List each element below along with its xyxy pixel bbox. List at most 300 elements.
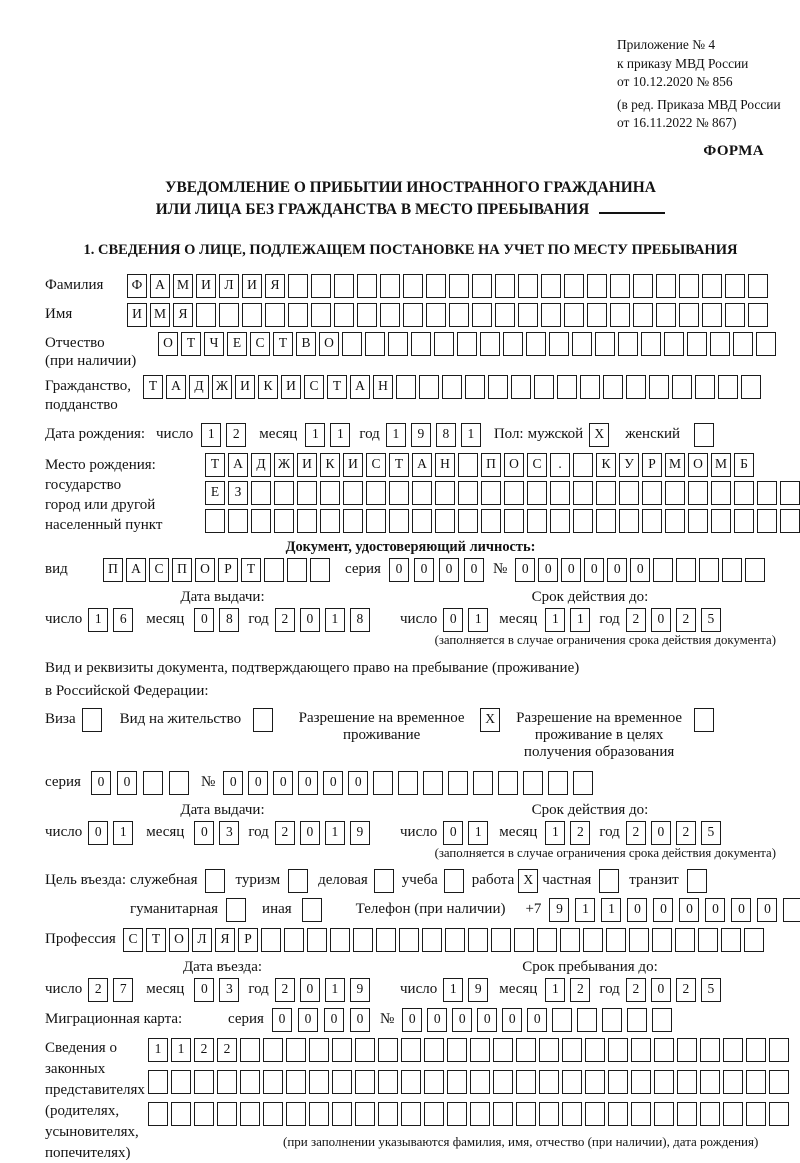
char-cell[interactable] [422,928,442,952]
char-cell[interactable] [458,481,478,505]
char-cell[interactable]: 7 [113,978,133,1002]
char-cell[interactable] [465,375,485,399]
char-cell[interactable]: 0 [273,771,293,795]
char-cell[interactable]: 1 [325,821,345,845]
char-cell[interactable]: 2 [626,821,646,845]
char-cell[interactable] [745,558,765,582]
char-cell[interactable] [401,1102,421,1126]
char-cell[interactable] [783,898,800,922]
char-cell[interactable]: 0 [653,898,673,922]
char-cell[interactable] [721,928,741,952]
char-cell[interactable] [549,332,569,356]
char-cell[interactable]: Р [218,558,238,582]
char-cell[interactable]: Л [219,274,239,298]
char-cell[interactable] [665,481,685,505]
char-cell[interactable] [194,1070,214,1094]
char-cell[interactable] [240,1038,260,1062]
char-cell[interactable]: 1 [443,978,463,1002]
char-cell[interactable]: 1 [545,821,565,845]
char-cell[interactable]: 0 [324,1008,344,1032]
char-cell[interactable] [527,481,547,505]
char-cell[interactable] [627,1008,647,1032]
char-cell[interactable]: М [150,303,170,327]
char-cell[interactable]: 0 [731,898,751,922]
char-cell[interactable] [449,274,469,298]
char-cell[interactable] [688,509,708,533]
char-cell[interactable]: Я [215,928,235,952]
char-cell[interactable] [309,1070,329,1094]
char-cell[interactable] [518,274,538,298]
char-cell[interactable]: Р [238,928,258,952]
char-cell[interactable] [541,303,561,327]
char-cell[interactable] [725,303,745,327]
char-cell[interactable]: 0 [627,898,647,922]
char-cell[interactable] [398,771,418,795]
char-cell[interactable] [435,481,455,505]
char-cell[interactable]: 1 [570,608,590,632]
char-cell[interactable] [687,332,707,356]
char-cell[interactable] [675,928,695,952]
char-cell[interactable] [652,1008,672,1032]
char-cell[interactable] [357,303,377,327]
char-cell[interactable] [756,332,776,356]
purpose-study-checkbox[interactable] [444,869,464,893]
char-cell[interactable] [457,332,477,356]
char-cell[interactable]: 9 [468,978,488,1002]
char-cell[interactable]: 0 [298,1008,318,1032]
char-cell[interactable]: А [350,375,370,399]
char-cell[interactable]: К [258,375,278,399]
char-cell[interactable] [564,274,584,298]
char-cell[interactable]: 0 [223,771,243,795]
char-cell[interactable] [412,481,432,505]
char-cell[interactable]: И [297,453,317,477]
char-cell[interactable]: Р [642,453,662,477]
char-cell[interactable]: Т [205,453,225,477]
char-cell[interactable] [619,509,639,533]
char-cell[interactable] [665,509,685,533]
char-cell[interactable]: 2 [676,608,696,632]
char-cell[interactable] [468,928,488,952]
char-cell[interactable]: С [366,453,386,477]
char-cell[interactable] [403,274,423,298]
char-cell[interactable] [539,1102,559,1126]
char-cell[interactable]: Н [435,453,455,477]
char-cell[interactable] [320,481,340,505]
char-cell[interactable]: Л [192,928,212,952]
char-cell[interactable] [699,558,719,582]
char-cell[interactable] [642,481,662,505]
char-cell[interactable]: 2 [88,978,108,1002]
char-cell[interactable] [481,509,501,533]
char-cell[interactable]: 8 [436,423,456,447]
char-cell[interactable] [564,303,584,327]
char-cell[interactable] [677,1038,697,1062]
char-cell[interactable] [334,274,354,298]
char-cell[interactable] [493,1038,513,1062]
char-cell[interactable] [472,303,492,327]
char-cell[interactable] [573,509,593,533]
char-cell[interactable] [633,303,653,327]
char-cell[interactable]: 0 [705,898,725,922]
purpose-transit-checkbox[interactable] [687,869,707,893]
char-cell[interactable] [780,481,800,505]
char-cell[interactable] [577,1008,597,1032]
char-cell[interactable] [171,1102,191,1126]
char-cell[interactable]: 0 [194,821,214,845]
char-cell[interactable]: 0 [651,821,671,845]
residence-permit-checkbox[interactable] [253,708,273,732]
char-cell[interactable]: П [172,558,192,582]
char-cell[interactable] [458,509,478,533]
char-cell[interactable]: 1 [461,423,481,447]
char-cell[interactable] [573,481,593,505]
char-cell[interactable] [493,1102,513,1126]
char-cell[interactable]: А [126,558,146,582]
char-cell[interactable] [722,558,742,582]
purpose-official-checkbox[interactable] [205,869,225,893]
char-cell[interactable] [263,1070,283,1094]
char-cell[interactable] [380,303,400,327]
char-cell[interactable] [219,303,239,327]
char-cell[interactable]: Т [181,332,201,356]
char-cell[interactable]: В [296,332,316,356]
char-cell[interactable] [608,1070,628,1094]
char-cell[interactable]: 0 [323,771,343,795]
char-cell[interactable] [537,928,557,952]
char-cell[interactable]: Н [373,375,393,399]
char-cell[interactable]: М [711,453,731,477]
char-cell[interactable]: 2 [275,978,295,1002]
char-cell[interactable] [610,274,630,298]
char-cell[interactable]: М [665,453,685,477]
char-cell[interactable] [649,375,669,399]
char-cell[interactable] [652,928,672,952]
char-cell[interactable] [654,1038,674,1062]
char-cell[interactable] [449,303,469,327]
char-cell[interactable]: 1 [330,423,350,447]
char-cell[interactable] [619,481,639,505]
char-cell[interactable] [769,1038,789,1062]
char-cell[interactable] [629,928,649,952]
char-cell[interactable] [562,1038,582,1062]
char-cell[interactable] [596,509,616,533]
char-cell[interactable]: 0 [91,771,111,795]
char-cell[interactable] [286,1102,306,1126]
char-cell[interactable] [274,509,294,533]
char-cell[interactable] [541,274,561,298]
char-cell[interactable] [309,1102,329,1126]
char-cell[interactable] [654,1070,674,1094]
char-cell[interactable] [424,1102,444,1126]
char-cell[interactable]: И [281,375,301,399]
char-cell[interactable] [470,1102,490,1126]
char-cell[interactable] [447,1038,467,1062]
char-cell[interactable] [606,928,626,952]
char-cell[interactable] [401,1070,421,1094]
char-cell[interactable] [695,375,715,399]
char-cell[interactable]: 0 [584,558,604,582]
char-cell[interactable] [332,1102,352,1126]
char-cell[interactable] [320,509,340,533]
char-cell[interactable]: 0 [443,821,463,845]
char-cell[interactable]: О [319,332,339,356]
char-cell[interactable]: 2 [570,821,590,845]
char-cell[interactable]: Ф [127,274,147,298]
char-cell[interactable] [447,1102,467,1126]
char-cell[interactable] [552,1008,572,1032]
char-cell[interactable]: 5 [701,821,721,845]
char-cell[interactable] [434,332,454,356]
char-cell[interactable] [251,509,271,533]
char-cell[interactable] [389,509,409,533]
char-cell[interactable] [757,481,777,505]
char-cell[interactable]: 2 [570,978,590,1002]
char-cell[interactable] [473,771,493,795]
char-cell[interactable] [656,274,676,298]
char-cell[interactable] [169,771,189,795]
char-cell[interactable]: 1 [386,423,406,447]
char-cell[interactable] [263,1038,283,1062]
char-cell[interactable]: 0 [350,1008,370,1032]
char-cell[interactable] [534,375,554,399]
char-cell[interactable]: Д [189,375,209,399]
char-cell[interactable]: 0 [439,558,459,582]
char-cell[interactable] [435,509,455,533]
char-cell[interactable]: Ч [204,332,224,356]
char-cell[interactable] [516,1102,536,1126]
char-cell[interactable] [573,771,593,795]
char-cell[interactable]: Я [173,303,193,327]
char-cell[interactable] [596,481,616,505]
char-cell[interactable]: 0 [679,898,699,922]
char-cell[interactable] [330,928,350,952]
char-cell[interactable] [396,375,416,399]
char-cell[interactable] [710,332,730,356]
char-cell[interactable] [780,509,800,533]
char-cell[interactable] [263,1102,283,1126]
char-cell[interactable]: 9 [411,423,431,447]
char-cell[interactable] [366,481,386,505]
char-cell[interactable]: 1 [325,978,345,1002]
char-cell[interactable]: 0 [515,558,535,582]
char-cell[interactable] [373,771,393,795]
char-cell[interactable]: Ж [212,375,232,399]
char-cell[interactable] [411,332,431,356]
char-cell[interactable] [378,1102,398,1126]
char-cell[interactable] [311,303,331,327]
char-cell[interactable] [353,928,373,952]
char-cell[interactable] [603,375,623,399]
female-checkbox[interactable] [694,423,714,447]
char-cell[interactable] [355,1102,375,1126]
char-cell[interactable] [539,1038,559,1062]
char-cell[interactable]: . [550,453,570,477]
char-cell[interactable] [264,558,284,582]
char-cell[interactable] [148,1070,168,1094]
char-cell[interactable] [583,928,603,952]
char-cell[interactable]: 1 [305,423,325,447]
char-cell[interactable] [378,1070,398,1094]
char-cell[interactable]: 0 [757,898,777,922]
char-cell[interactable]: 0 [414,558,434,582]
char-cell[interactable] [334,303,354,327]
char-cell[interactable] [539,1070,559,1094]
char-cell[interactable]: Т [241,558,261,582]
char-cell[interactable]: 0 [300,608,320,632]
char-cell[interactable] [217,1102,237,1126]
char-cell[interactable] [284,928,304,952]
purpose-business-checkbox[interactable] [374,869,394,893]
char-cell[interactable] [445,928,465,952]
char-cell[interactable]: 0 [477,1008,497,1032]
char-cell[interactable] [516,1038,536,1062]
char-cell[interactable] [702,274,722,298]
char-cell[interactable]: 9 [350,821,370,845]
char-cell[interactable]: 1 [201,423,221,447]
char-cell[interactable] [698,928,718,952]
char-cell[interactable]: Т [389,453,409,477]
char-cell[interactable]: С [123,928,143,952]
char-cell[interactable] [734,481,754,505]
purpose-other-checkbox[interactable] [302,898,322,922]
char-cell[interactable] [744,928,764,952]
char-cell[interactable] [572,332,592,356]
char-cell[interactable]: 2 [626,608,646,632]
char-cell[interactable] [242,303,262,327]
char-cell[interactable] [205,509,225,533]
char-cell[interactable] [654,1102,674,1126]
char-cell[interactable] [287,558,307,582]
char-cell[interactable] [548,771,568,795]
char-cell[interactable]: 0 [464,558,484,582]
char-cell[interactable]: 8 [219,608,239,632]
char-cell[interactable] [424,1070,444,1094]
char-cell[interactable] [419,375,439,399]
char-cell[interactable] [196,303,216,327]
char-cell[interactable]: 0 [194,978,214,1002]
char-cell[interactable] [516,1070,536,1094]
char-cell[interactable] [633,274,653,298]
char-cell[interactable] [700,1038,720,1062]
char-cell[interactable] [357,274,377,298]
char-cell[interactable]: 2 [676,978,696,1002]
char-cell[interactable]: 0 [389,558,409,582]
char-cell[interactable] [355,1038,375,1062]
char-cell[interactable] [511,375,531,399]
char-cell[interactable] [677,1070,697,1094]
char-cell[interactable]: 0 [427,1008,447,1032]
char-cell[interactable]: А [228,453,248,477]
char-cell[interactable] [757,509,777,533]
char-cell[interactable]: 1 [113,821,133,845]
char-cell[interactable]: К [320,453,340,477]
char-cell[interactable] [447,1070,467,1094]
char-cell[interactable]: 0 [402,1008,422,1032]
char-cell[interactable] [631,1102,651,1126]
char-cell[interactable]: А [150,274,170,298]
char-cell[interactable]: 0 [561,558,581,582]
char-cell[interactable] [550,509,570,533]
char-cell[interactable]: Б [734,453,754,477]
char-cell[interactable]: 0 [651,978,671,1002]
char-cell[interactable] [587,303,607,327]
char-cell[interactable]: 0 [651,608,671,632]
char-cell[interactable] [741,375,761,399]
char-cell[interactable]: С [527,453,547,477]
char-cell[interactable] [343,509,363,533]
char-cell[interactable] [217,1070,237,1094]
char-cell[interactable] [679,303,699,327]
char-cell[interactable] [470,1038,490,1062]
char-cell[interactable] [526,332,546,356]
char-cell[interactable] [677,1102,697,1126]
char-cell[interactable] [240,1102,260,1126]
purpose-tourism-checkbox[interactable] [288,869,308,893]
char-cell[interactable]: Т [273,332,293,356]
char-cell[interactable] [688,481,708,505]
char-cell[interactable] [310,558,330,582]
char-cell[interactable] [631,1038,651,1062]
char-cell[interactable] [702,303,722,327]
char-cell[interactable] [265,303,285,327]
char-cell[interactable] [307,928,327,952]
char-cell[interactable] [503,332,523,356]
char-cell[interactable] [495,274,515,298]
char-cell[interactable]: П [481,453,501,477]
char-cell[interactable] [228,509,248,533]
char-cell[interactable] [288,303,308,327]
char-cell[interactable]: 2 [217,1038,237,1062]
char-cell[interactable]: З [228,481,248,505]
char-cell[interactable]: О [504,453,524,477]
char-cell[interactable] [641,332,661,356]
char-cell[interactable] [343,481,363,505]
char-cell[interactable]: И [242,274,262,298]
char-cell[interactable]: 2 [626,978,646,1002]
char-cell[interactable]: 0 [348,771,368,795]
char-cell[interactable]: 0 [630,558,650,582]
char-cell[interactable] [653,558,673,582]
char-cell[interactable] [748,274,768,298]
char-cell[interactable]: П [103,558,123,582]
char-cell[interactable] [376,928,396,952]
char-cell[interactable]: 1 [468,608,488,632]
char-cell[interactable]: 1 [601,898,621,922]
char-cell[interactable] [366,509,386,533]
char-cell[interactable]: 1 [575,898,595,922]
char-cell[interactable]: А [412,453,432,477]
char-cell[interactable] [274,481,294,505]
char-cell[interactable] [679,274,699,298]
char-cell[interactable] [401,1038,421,1062]
char-cell[interactable] [656,303,676,327]
char-cell[interactable] [442,375,462,399]
char-cell[interactable]: 3 [219,821,239,845]
char-cell[interactable]: И [196,274,216,298]
char-cell[interactable] [514,928,534,952]
char-cell[interactable] [718,375,738,399]
char-cell[interactable] [488,375,508,399]
char-cell[interactable]: 0 [300,978,320,1002]
char-cell[interactable] [470,1070,490,1094]
purpose-work-checkbox[interactable]: X [518,869,538,893]
char-cell[interactable]: 0 [300,821,320,845]
char-cell[interactable] [388,332,408,356]
char-cell[interactable]: 0 [194,608,214,632]
char-cell[interactable] [608,1038,628,1062]
char-cell[interactable]: 0 [502,1008,522,1032]
